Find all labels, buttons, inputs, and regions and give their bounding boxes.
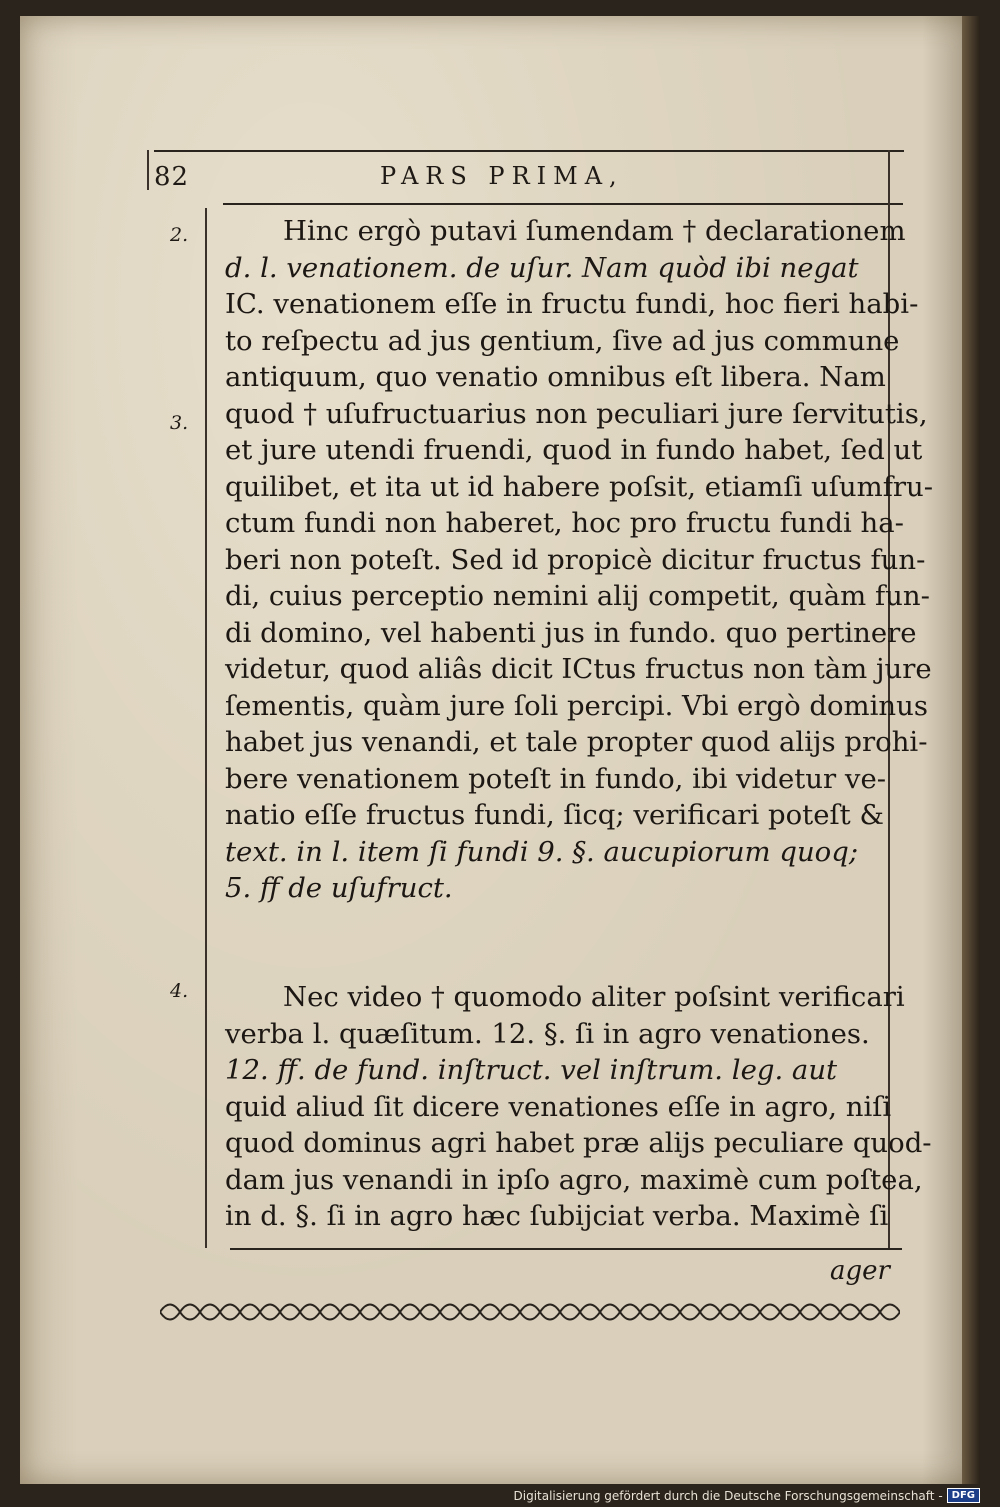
header-rule-bottom	[223, 203, 903, 205]
text-line: in d. §. ſi in agro hæc ſubijciat verba. Maximè ſi	[225, 1200, 889, 1232]
catchword: ager	[830, 1256, 890, 1286]
text-line: antiquum, quo venatio omnibus eſt libera. Nam	[225, 361, 886, 393]
credit-text: Digitalisierung gefördert durch die Deutsche Forschungsgemeinschaft -	[513, 1488, 943, 1503]
text-line: videtur, quod aliâs dicit ICtus fructus non tàm jure	[225, 653, 932, 685]
text-line: 5. ff de uſufruct.	[225, 872, 453, 904]
text-line: Hinc ergò putavi ſumendam † declarationem	[283, 215, 906, 247]
text-line: et jure utendi fruendi, quod in fundo habet, ſed ut	[225, 434, 923, 466]
text-line: di domino, vel habenti jus in fundo. quo pertinere	[225, 616, 917, 649]
margin-number: 2.	[170, 224, 189, 246]
text-line: habet jus venandi, et tale propter quod alijs prohi-	[225, 726, 928, 758]
running-head: PARS PRIMA,	[380, 162, 624, 190]
text-line: 12. ff. de fund. inſtruct. vel inſtrum. leg. aut	[225, 1054, 838, 1086]
text-frame-left-rule	[205, 208, 207, 1248]
text-line: quod dominus agri habet præ alijs peculiare quod-	[225, 1127, 932, 1159]
header-rule-top	[154, 150, 904, 152]
text-line: to reſpectu ad jus gentium, ſive ad jus commune	[225, 324, 900, 357]
paragraph-1	[225, 213, 934, 907]
text-line: Nec video † quomodo aliter poſsint verificari	[283, 981, 905, 1013]
text-line: IC. venationem eſſe in fructu fundi, hoc fieri habi-	[225, 288, 919, 320]
text-line: quid aliud ſit dicere venationes eſſe in agro, niſi	[225, 1090, 892, 1123]
page-number: 82	[154, 162, 190, 192]
text-line: text. in l. item ſi fundi 9. §. aucupiorum quoq;	[225, 835, 859, 868]
text-line: ſementis, quàm jure ſoli percipi. Vbi ergò dominus	[225, 689, 928, 722]
text-frame-bottom-rule	[230, 1248, 902, 1250]
margin-number: 3.	[170, 412, 189, 434]
paragraph-2	[225, 979, 932, 1235]
text-line: quod † uſufructuarius non peculiari jure ſervitutis,	[225, 397, 928, 430]
text-line: dam jus venandi in ipſo agro, maximè cum poſtea,	[225, 1163, 923, 1196]
text-line: quilibet, et ita ut id habere poſsit, etiamſi uſumfru-	[225, 470, 934, 503]
text-line: bere venationem poteſt in fundo, ibi videtur ve-	[225, 762, 887, 795]
header-left-rule	[147, 150, 149, 190]
text-line: beri non poteſt. Sed id propicè dicitur fructus fun-	[225, 543, 926, 576]
text-line: verba l. quæſitum. 12. §. ſi in agro venationes.	[225, 1017, 870, 1050]
text-line: ctum fundi non haberet, hoc pro fructu fundi ha-	[225, 507, 904, 539]
paper-leaf	[20, 16, 980, 1484]
text-line: di, cuius perceptio nemini alij competit, quàm fun-	[225, 580, 930, 612]
dfg-logo: DFG	[947, 1488, 980, 1503]
digitization-credit	[514, 1488, 981, 1503]
book-spine-edge	[962, 16, 980, 1484]
margin-number: 4.	[170, 980, 189, 1002]
ornamental-border	[160, 1292, 900, 1332]
text-line: natio eſſe fructus fundi, ſicq; verificari poteſt &	[225, 799, 884, 831]
text-line: d. l. venationem. de uſur. Nam quòd ibi negat	[225, 251, 859, 284]
